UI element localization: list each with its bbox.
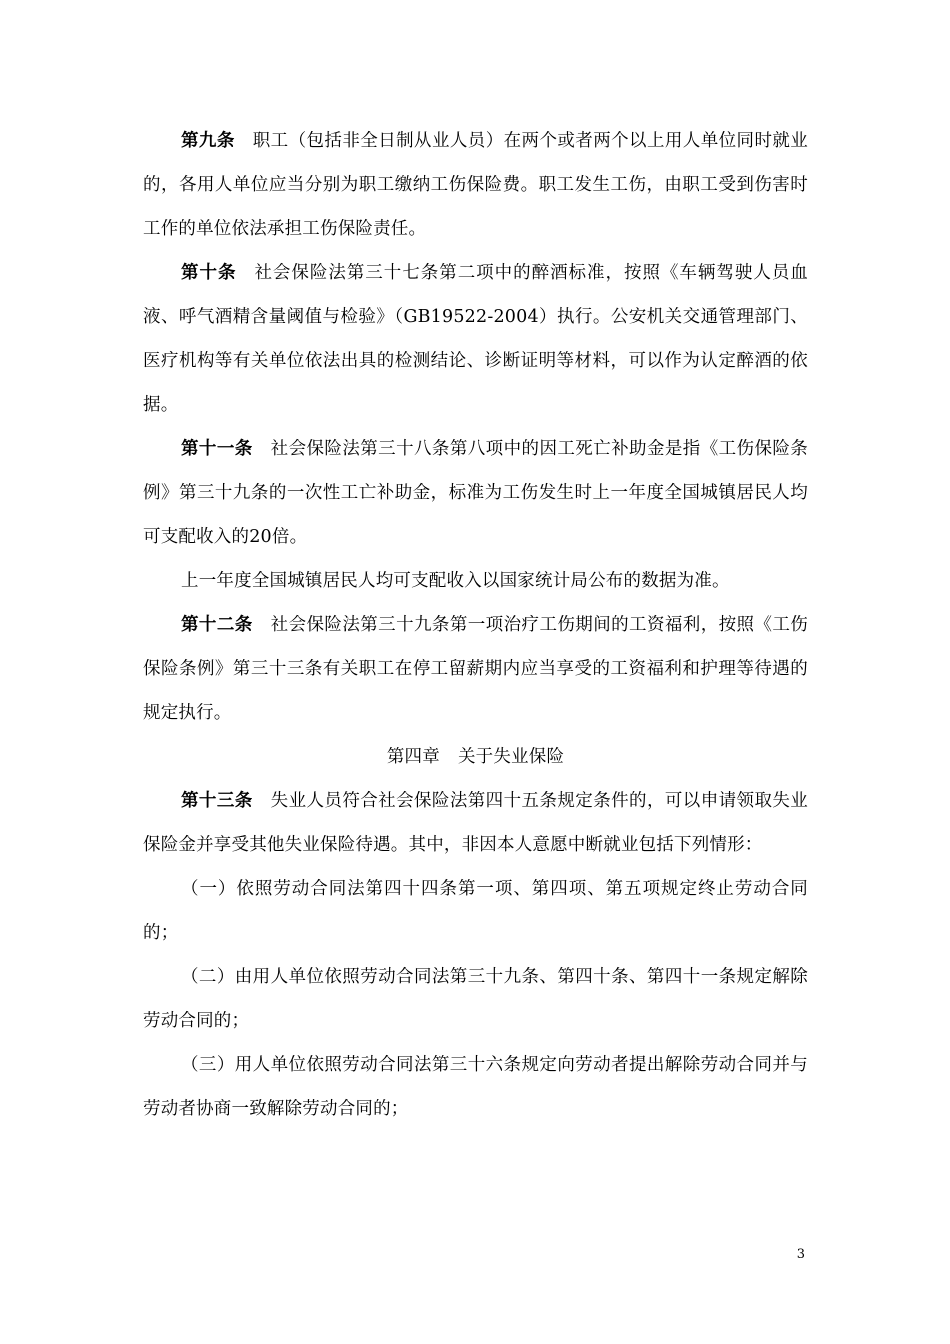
article-text: 社会保险法第三十七条第二项中的醉酒标准，按照《车辆驾驶人员血液、呼气酒精含量阈值与检验》（GB19522-2004）执行。公安机关交通管理部门、医疗机构等有关单位依法出具的检测结论、诊断证明等材料，可以作为认定醉酒的依据。 (143, 263, 808, 415)
article-11-note (143, 559, 808, 603)
list-item-text: （三）用人单位依照劳动合同法第三十六条规定向劳动者提出解除劳动合同并与劳动者协商一致解除劳动合同的； (143, 1055, 808, 1119)
list-item-1 (143, 867, 808, 955)
chapter-number: 第四章 (386, 747, 440, 767)
list-item-3 (143, 1043, 808, 1131)
article-9 (143, 119, 808, 251)
article-label: 第十条 (181, 263, 237, 283)
list-item-text: （二）由用人单位依照劳动合同法第三十九条、第四十条、第四十一条规定解除劳动合同的； (143, 967, 808, 1031)
article-label: 第十二条 (181, 615, 253, 635)
list-item-2 (143, 955, 808, 1043)
chapter-title: 关于失业保险 (457, 747, 565, 767)
article-12 (143, 603, 808, 735)
document-body (143, 119, 808, 1131)
article-label: 第九条 (181, 131, 235, 151)
article-label: 第十三条 (181, 791, 253, 811)
article-11 (143, 427, 808, 559)
article-text: 失业人员符合社会保险法第四十五条规定条件的，可以申请领取失业保险金并享受其他失业保险待遇。其中，非因本人意愿中断就业包括下列情形： (143, 791, 808, 855)
list-item-text: （一）依照劳动合同法第四十四条第一项、第四项、第五项规定终止劳动合同的； (143, 879, 808, 943)
article-13 (143, 779, 808, 867)
article-10 (143, 251, 808, 427)
chapter-heading (143, 735, 808, 779)
article-text: 社会保险法第三十九条第一项治疗工伤期间的工资福利，按照《工伤保险条例》第三十三条有关职工在停工留薪期内应当享受的工资福利和护理等待遇的规定执行。 (143, 615, 808, 723)
article-text: 上一年度全国城镇居民人均可支配收入以国家统计局公布的数据为准。 (181, 571, 730, 591)
article-label: 第十一条 (181, 439, 253, 459)
page-number: 3 (796, 1247, 805, 1262)
article-text: 社会保险法第三十八条第八项中的因工死亡补助金是指《工伤保险条例》第三十九条的一次性工亡补助金，标准为工伤发生时上一年度全国城镇居民人均可支配收入的20倍。 (143, 439, 808, 547)
article-text: 职工（包括非全日制从业人员）在两个或者两个以上用人单位同时就业的，各用人单位应当分别为职工缴纳工伤保险费。职工发生工伤，由职工受到伤害时工作的单位依法承担工伤保险责任。 (143, 131, 808, 239)
